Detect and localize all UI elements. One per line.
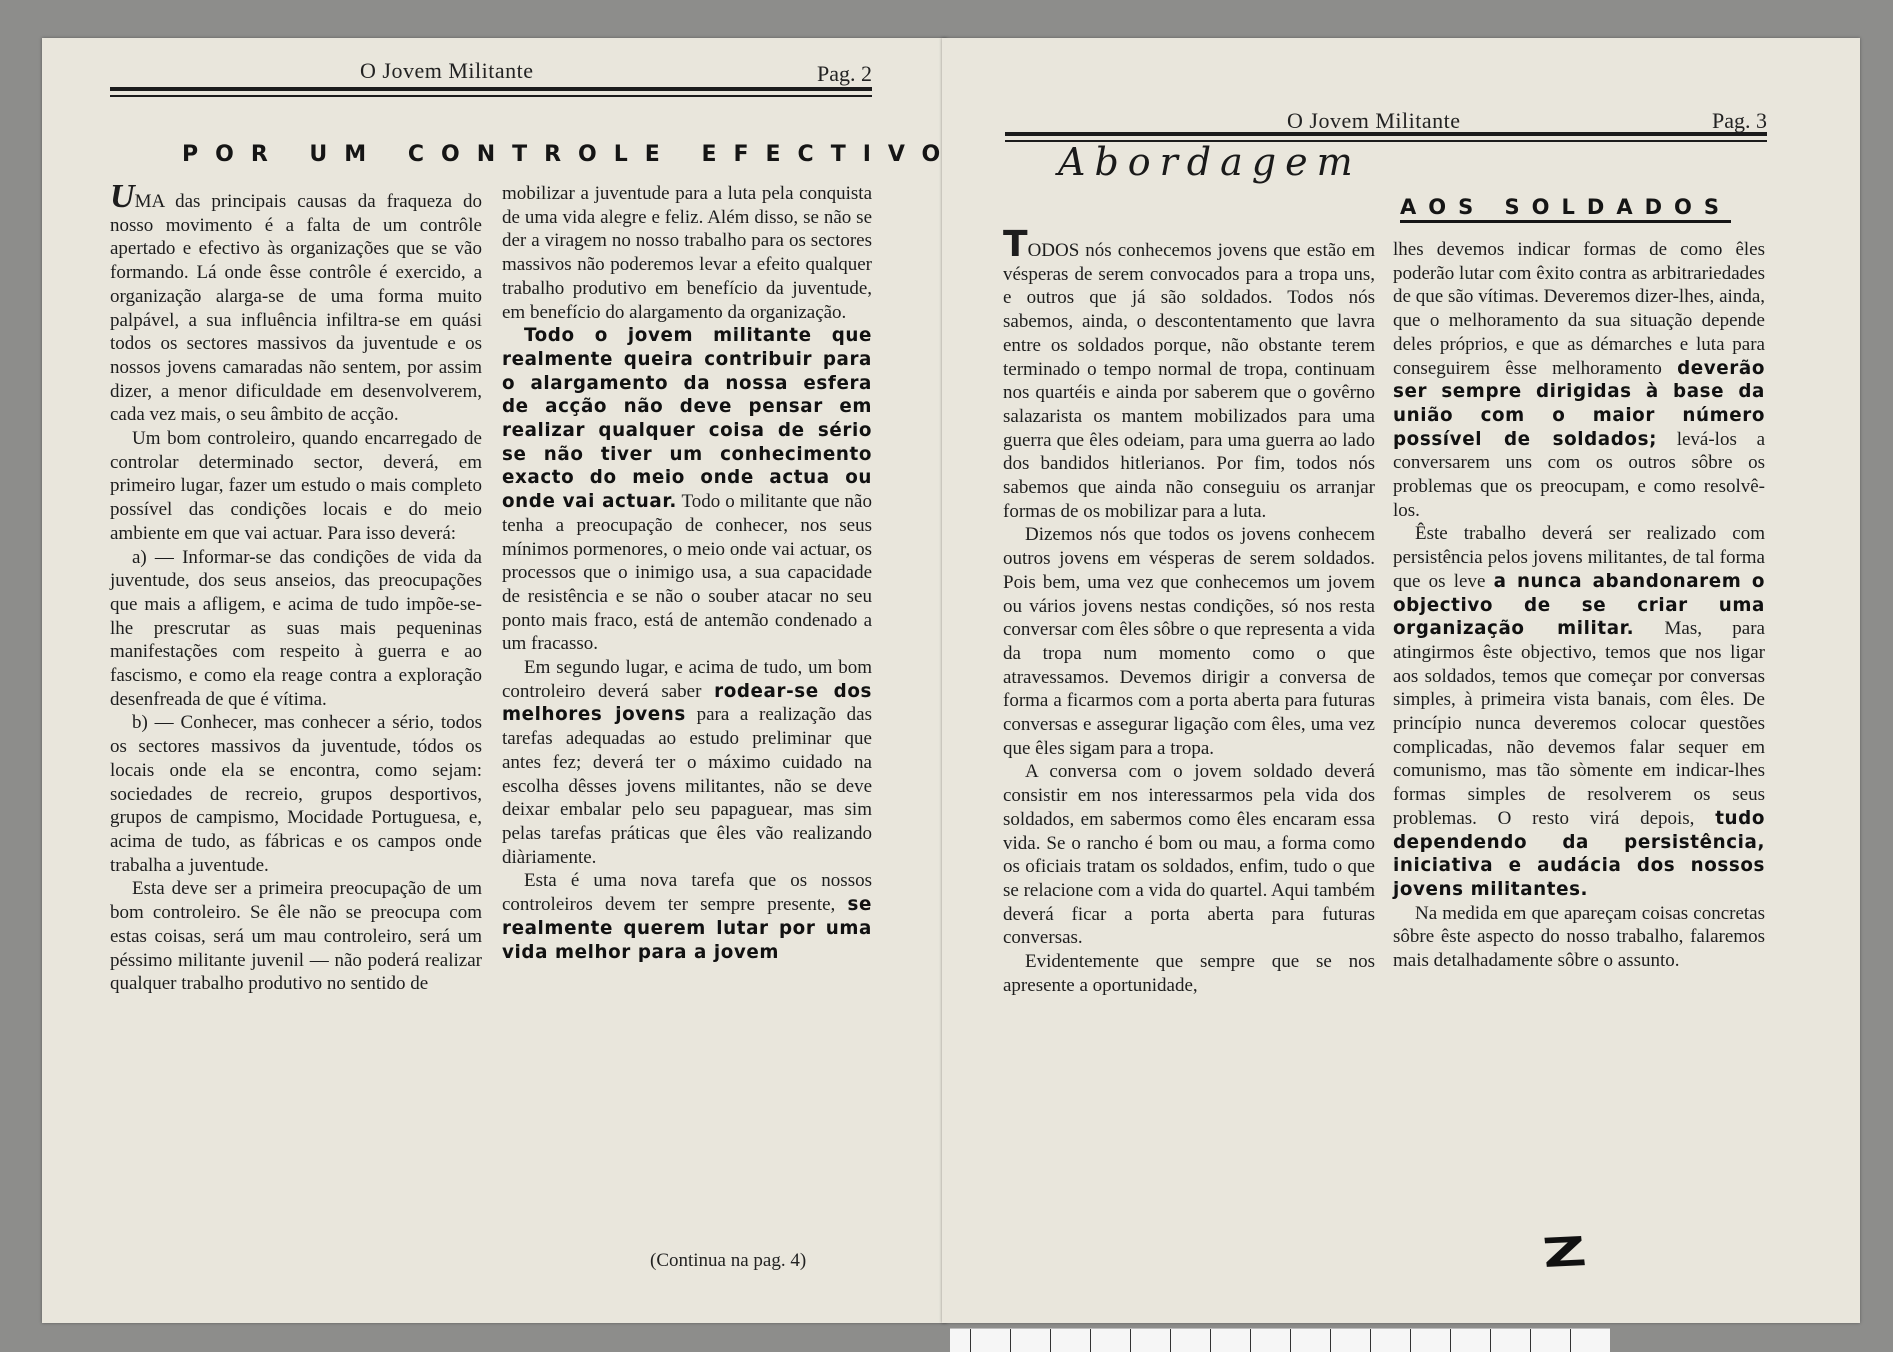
paragraph-text: para a realização das tarefas adequadas ao estudo preliminar que antes fez; deverá ter o máximo cuidado na escolha dêsses jovens militantes, não se deve deixar embalar pelo seu papaguear, mas sim pelas tarefas práticas que êles vão realizando diàriamente. xyxy=(502,704,872,868)
header-rule xyxy=(1005,132,1767,136)
right-page-header xyxy=(1005,58,1767,133)
left-page-header xyxy=(110,58,872,126)
drop-cap: T xyxy=(1003,224,1028,265)
paragraph-text: lhes devemos indicar formas de como êles poderão lutar com êxito contra as arbitrariedades de que são vítimas. Deveremos dizer-lhes, ainda, que o melhoramento da sua situação depende deles próprios, e que as démarches e luta para conseguirem êsse melhoramento xyxy=(1393,239,1765,379)
bold-text: tudo dependendo da persistência, iniciativa e audácia dos nossos jovens militantes. xyxy=(1393,807,1765,900)
paragraph-text: Mas, para atingirmos êste objectivo, temos que nos ligar aos soldados, temos que começar por conversas simples, à primeira vista banais, com êles. De princípio nunca deveremos colocar questões complicadas, não devemos falar sequer em comunismo, mas tão sòmente em indicar-lhes formas simples de resolverem os seus problemas. O resto virá depois, xyxy=(1393,618,1765,829)
paragraph-text: ODOS nós conhecemos jovens que estão em vésperas de serem convocados para a tropa uns, e outros que já são soldados. Todos nós sabemos, ainda, o descontentamento que lavra entre os soldados porque, não obstante terem terminado o tempo normal de tropa, continuam nos quartéis e ainda por saberem que o govêrno salazarista os mantem mobilizados para uma guerra que êles odeiam, para uma guerra ao lado dos bandidos hitlerianos. Por fim, todos nós sabemos que ainda não conseguiu os arranjar formas de os mobilizar para a luta. xyxy=(1003,240,1375,522)
paragraph xyxy=(1393,238,1765,522)
paragraph: a) — Informar-se das condições de vida da juventude, dos seus anseios, das preocupações que mais a afligem, e acima de tudo impõe-se-lhe prescrutar as suas mais pequeninas manifestações com respeito à guerra e ao fascismo, e como ela reage contra a exploração desenfreada de que é vítima. xyxy=(110,546,482,710)
paragraph-text: Todo o militante que não tenha a preocupação de conhecer, nos seus mínimos pormenores, o meio onde vai actuar, os processos que o inimigo usa, a sua capacidade de resistência e se não o souber atacar no seu ponto mais fraco, está de antemão condenado a um fracasso. xyxy=(502,491,872,655)
paragraph: Evidentemente que sempre que se nos apresente a oportunidade, xyxy=(1003,951,1375,996)
author-signature: Z xyxy=(1540,1229,1589,1277)
paragraph: A conversa com o jovem soldado deverá consistir em nos interessarmos pela vida dos soldados, em sabermos como êles encaram essa vida. Se o rancho é bom ou mau, a forma como os oficiais tratam os soldados, enfim, tudo o que se relacione com a vida do quartel. Aqui também deverá ficar a porta aberta para futuras conversas. xyxy=(1003,761,1375,949)
bold-text: se realmente querem lutar por uma vida melhor para a jovem xyxy=(502,894,872,963)
article-subheadline: AOS SOLDADOS xyxy=(1400,195,1731,223)
paragraph xyxy=(502,324,872,656)
bold-text: a nunca abandonarem o objectivo de se criar uma organização militar. xyxy=(1393,570,1765,640)
bold-text: Todo o jovem militante que realmente queira contribuir para o alargamento da nossa esfera de acção não deve pensar em realizar qualquer coisa de sério se não tiver um conhecimento exacto do meio onde actua ou onde vai actuar. xyxy=(502,325,872,513)
page-number: Pag. 3 xyxy=(1712,108,1767,133)
continued-note: (Continua na pag. 4) xyxy=(650,1250,807,1271)
paragraph: mobilizar a juventude para a luta pela conquista de uma vida alegre e feliz. Além disso, se não se der a viragem no nosso trabalho para os sectores massivos não poderemos levar a efeito qualquer trabalho produtivo em benefício da juventude, em benefício do alargamento da organização. xyxy=(502,183,872,323)
article-headline: Abordagem xyxy=(1058,140,1362,184)
paragraph: Dizemos nós que todos os jovens conhecem outros jovens em vésperas de serem soldados. Pois bem, uma vez que conhecemos um jovem ou vários jovens nestas condições, só nos resta conversar com êles sôbre o que representa a vida da tropa num momento como o que atravessamos. Devemos dirigir a conversa de forma a ficarmos com a porta aberta para futuras conversas e assegurar ligação com êles, uma vez que êles sigam para a tropa. xyxy=(1003,524,1375,759)
paragraph-text: MA das principais causas da fraqueza do nosso movimento é a falta de um contrôle apertado e efectivo às organizações que se vão formando. Lá onde êsse contrôle é exercido, a organização alarga-se de uma forma muito palpável, a sua influência infiltra-se em quási todos os sectores massivos da juventude e os nossos jovens camaradas não sentem, por assim dizer, a menor dificuldade em desenvolverem, cada vez mais, o seu âmbito de acção. xyxy=(110,191,482,426)
paragraph xyxy=(1003,224,1375,523)
paragraph: b) — Conhecer, mas conhecer a sério, todos os sectores massivos da juventude, tódos os locais onde ela se encontra, como sejam: sociedades de recreio, grupos desportivos, grupos de campismo, Mocidade Portuguesa, e, acima de tudo, as fábricas e os campos onde trabalha a juventude. xyxy=(110,712,482,876)
page-number: Pag. 2 xyxy=(817,61,872,86)
paragraph-text: Em segundo lugar, e acima de tudo, um bom controleiro deverá saber xyxy=(502,657,872,702)
scale-ruler xyxy=(950,1328,1610,1352)
paragraph xyxy=(502,656,872,869)
header-rule-thin xyxy=(110,95,872,97)
left-article-column-1 xyxy=(110,178,482,996)
bold-text: rodear-se dos melhores jovens xyxy=(502,680,872,726)
paragraph-text: Esta é uma nova tarefa que os nossos controleiros devem ter sempre presente, xyxy=(502,870,872,916)
paragraph-text: Êste trabalho deverá ser realizado com persistência pelos jovens militantes, de tal forma que os leve xyxy=(1393,523,1765,592)
paragraph: Na medida em que apareçam coisas concretas sôbre êste aspecto do nosso trabalho, falaremos mais detalhadamente sôbre o assunto. xyxy=(1393,902,1765,972)
left-article-column-2 xyxy=(502,182,872,964)
header-rule xyxy=(110,87,872,91)
drop-cap: U xyxy=(110,178,135,215)
bold-text: deverão ser sempre dirigidas à base da união com o maior número possível de soldados; xyxy=(1393,357,1765,450)
paragraph xyxy=(502,869,872,964)
running-title: O Jovem Militante xyxy=(360,58,534,83)
running-title: O Jovem Militante xyxy=(1287,108,1461,133)
right-article-column-1 xyxy=(1003,224,1375,998)
article-headline: POR UM CONTROLE EFECTIVO xyxy=(182,142,958,167)
paragraph: Esta deve ser a primeira preocupação de um bom controleiro. Se êle não se preocupa com estas coisas, será um mau controleiro, será um péssimo militante juvenil — não poderá realizar qualquer trabalho produtivo no sentido de xyxy=(110,878,482,995)
paragraph xyxy=(1393,522,1765,901)
paragraph xyxy=(110,178,482,427)
right-article-column-2 xyxy=(1393,238,1765,973)
paragraph-text: levá-los a conversarem uns com os outros sôbre os problemas que os preocupam, e como resolvê-los. xyxy=(1393,428,1765,521)
paragraph: Um bom controleiro, quando encarregado de controlar determinado sector, deverá, em primeiro lugar, fazer um estudo o mais completo possível das condições locais e do meio ambiente em que vai actuar. Para isso deverá: xyxy=(110,428,482,544)
